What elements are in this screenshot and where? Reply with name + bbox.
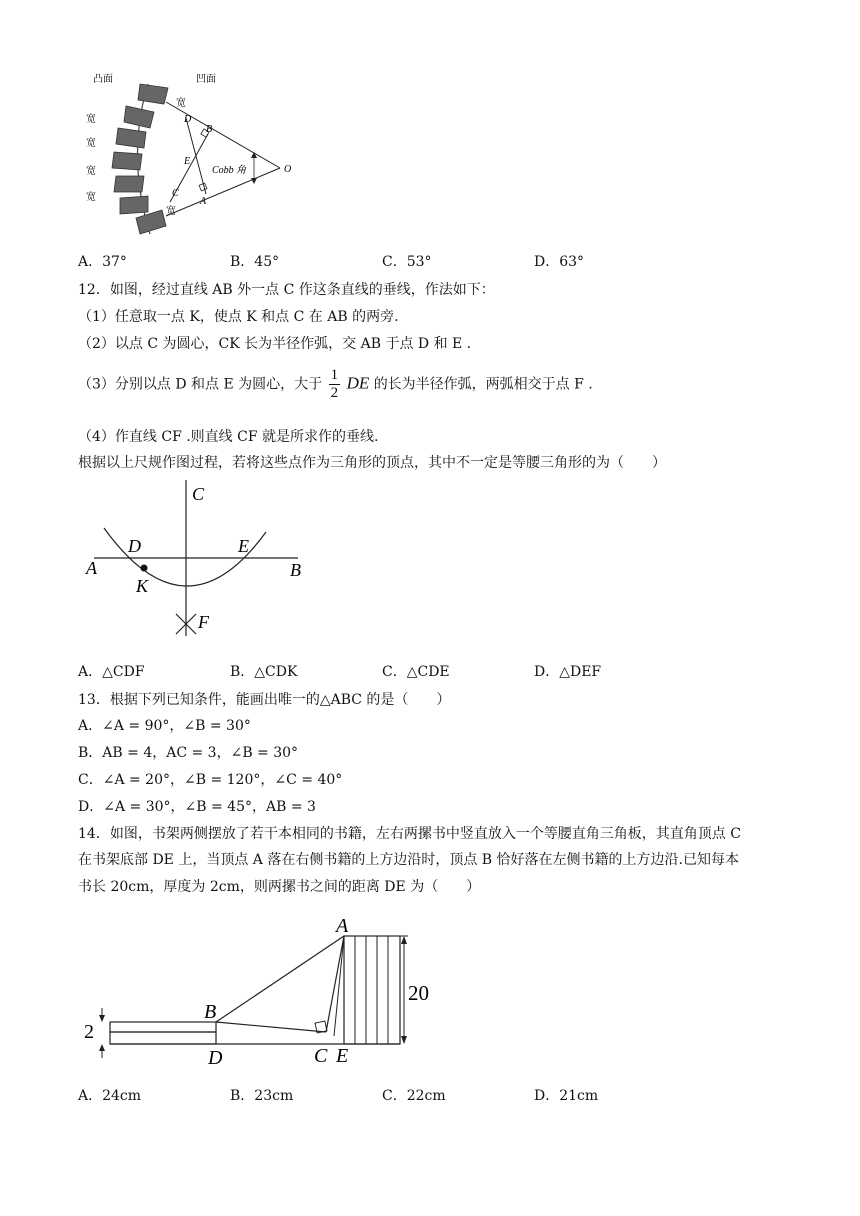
q14-line-1: 14．如图，书架两侧摆放了若干本相同的书籍，左右两摞书中竖直放入一个等腰直角三角板，其直角顶点 C bbox=[78, 826, 741, 842]
label-width-6: 宽 bbox=[166, 206, 176, 217]
q13-option-b[interactable]: B．AB = 4，AC = 3，∠B = 30° bbox=[78, 745, 299, 761]
q12-step-1: （1）任意取一点 K，使点 K 和点 C 在 AB 的两旁. bbox=[78, 309, 399, 325]
fraction-one-half bbox=[329, 368, 341, 401]
q13-option-d[interactable]: D．∠A = 30°，∠B = 45°，AB = 3 bbox=[78, 799, 316, 815]
label-C: C bbox=[192, 484, 205, 504]
q12-step-3-de: DE bbox=[346, 373, 370, 393]
q11-option-a[interactable]: A．37° bbox=[78, 254, 127, 270]
q12-step-3 bbox=[78, 368, 593, 401]
label-convex: 凸面 bbox=[93, 74, 113, 85]
q12-option-a[interactable]: A．△CDF bbox=[78, 664, 145, 680]
label-two: 2 bbox=[84, 1021, 94, 1043]
label-width-1: 宽 bbox=[176, 98, 186, 109]
q11-option-c[interactable]: C．53° bbox=[382, 254, 432, 270]
q11-figure bbox=[78, 66, 308, 248]
q11-option-d[interactable]: D．63° bbox=[534, 254, 585, 270]
bookshelf-triangle-diagram bbox=[78, 914, 438, 1074]
perpendicular-construction-diagram bbox=[78, 474, 318, 650]
q13-option-c[interactable]: C．∠A = 20°，∠B = 120°，∠C = 40° bbox=[78, 772, 343, 788]
label-O: O bbox=[284, 164, 292, 175]
q12-figure bbox=[78, 474, 318, 650]
q11-options bbox=[78, 251, 778, 273]
label-B: B bbox=[290, 560, 301, 580]
q14-option-b[interactable]: B．23cm bbox=[230, 1088, 294, 1104]
q12-step-3-a: （3）分别以点 D 和点 E 为圆心，大于 bbox=[78, 376, 323, 393]
q14-option-c[interactable]: C．22cm bbox=[382, 1088, 446, 1104]
cobb-angle-diagram bbox=[78, 66, 308, 248]
label-width-3: 宽 bbox=[86, 138, 96, 149]
q12-title: 12．如图，经过直线 AB 外一点 C 作这条直线的垂线，作法如下： bbox=[78, 282, 495, 298]
label-twenty: 20 bbox=[408, 981, 429, 1005]
q12-step-3-c: 的长为半径作弧，两弧相交于点 F . bbox=[373, 376, 593, 393]
q12-option-b[interactable]: B．△CDK bbox=[230, 664, 298, 680]
label-B: B bbox=[204, 1001, 217, 1023]
label-concave: 凹面 bbox=[196, 74, 216, 85]
q13-option-a[interactable]: A．∠A = 90°，∠B = 30° bbox=[78, 718, 251, 734]
label-E: E bbox=[336, 1045, 349, 1067]
label-cobb: Cobb 角 bbox=[212, 165, 247, 176]
label-C: C bbox=[172, 188, 179, 199]
label-K: K bbox=[136, 576, 149, 596]
q12-options bbox=[78, 661, 778, 683]
q14-options bbox=[78, 1085, 778, 1107]
q12-option-d[interactable]: D．△DEF bbox=[534, 664, 602, 680]
label-B: B bbox=[206, 124, 213, 135]
fraction-denominator: 2 bbox=[330, 385, 339, 401]
label-width-2: 宽 bbox=[86, 114, 96, 125]
q12-step-4: （4）作直线 CF .则直线 CF 就是所求作的垂线. bbox=[78, 429, 379, 445]
label-E: E bbox=[238, 536, 249, 556]
label-A: A bbox=[200, 196, 207, 207]
label-D: D bbox=[184, 114, 192, 125]
q12-step-2: （2）以点 C 为圆心，CK 长为半径作弧，交 AB 于点 D 和 E . bbox=[78, 336, 472, 352]
q14-option-a[interactable]: A．24cm bbox=[78, 1088, 142, 1104]
label-F: F bbox=[198, 612, 209, 632]
label-A: A bbox=[336, 915, 349, 937]
fraction-numerator: 1 bbox=[330, 367, 339, 383]
q13-title: 13．根据下列已知条件，能画出唯一的△ABC 的是（ ） bbox=[78, 692, 451, 708]
q14-line-3: 书长 20cm，厚度为 2cm，则两摞书之间的距离 DE 为（ ） bbox=[78, 879, 481, 895]
q12-option-c[interactable]: C．△CDE bbox=[382, 664, 450, 680]
label-A: A bbox=[86, 558, 97, 578]
q12-question: 根据以上尺规作图过程，若将这些点作为三角形的顶点，其中不一定是等腰三角形的为（ ） bbox=[78, 455, 666, 471]
q14-option-d[interactable]: D．21cm bbox=[534, 1088, 599, 1104]
label-width-4: 宽 bbox=[86, 166, 96, 177]
label-width-5: 宽 bbox=[86, 192, 96, 203]
q11-option-b[interactable]: B．45° bbox=[230, 254, 280, 270]
label-E: E bbox=[184, 156, 191, 167]
q14-line-2: 在书架底部 DE 上，当顶点 A 落在右侧书籍的上方边沿时，顶点 B 恰好落在左侧书籍的上方边沿.已知每本 bbox=[78, 852, 739, 868]
label-D: D bbox=[128, 536, 141, 556]
label-C: C bbox=[314, 1045, 328, 1067]
label-D: D bbox=[208, 1047, 223, 1069]
q14-figure bbox=[78, 914, 438, 1074]
